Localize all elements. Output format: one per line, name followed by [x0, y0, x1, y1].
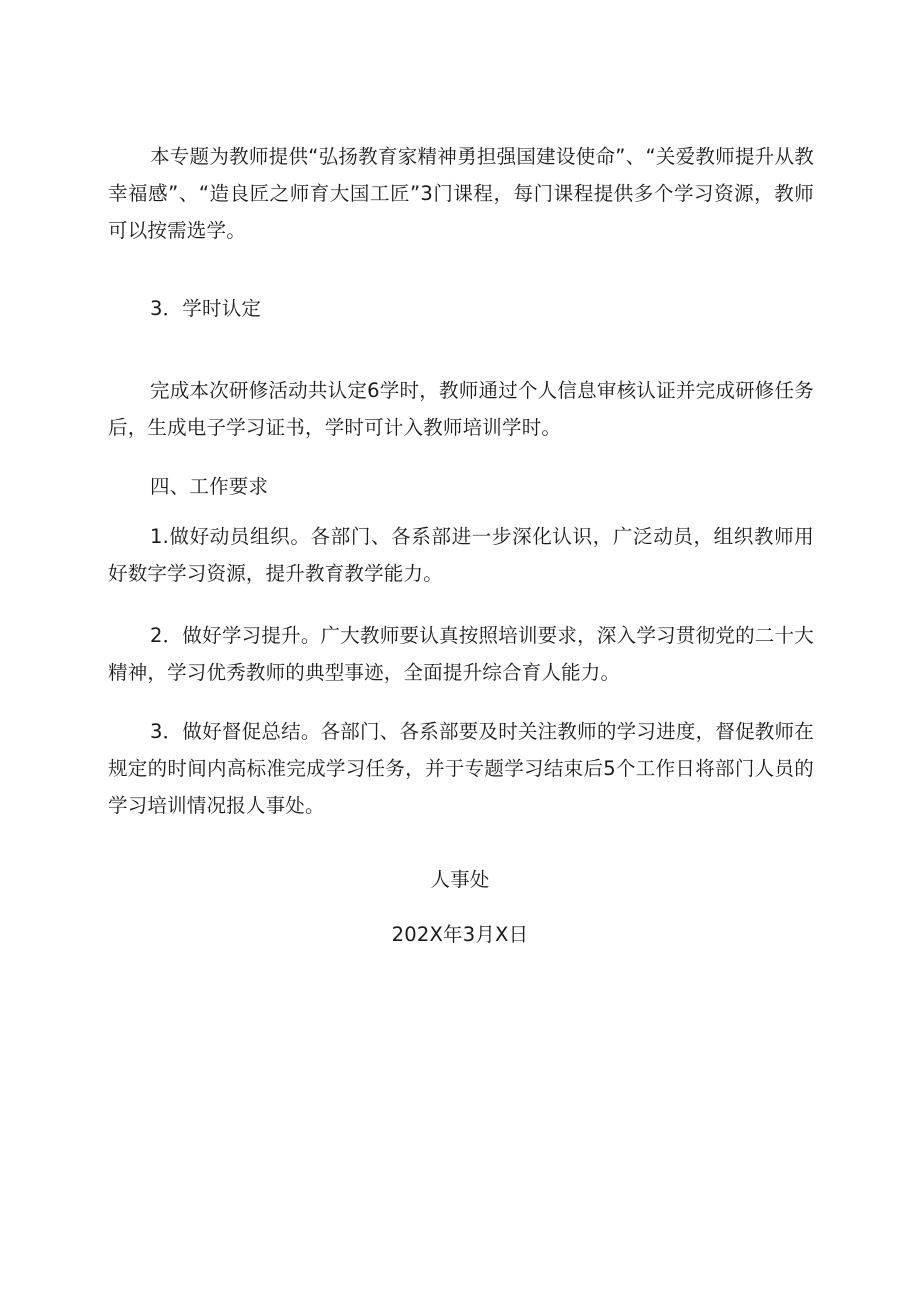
requirement-3: 3．做好督促总结。各部门、各系部要及时关注教师的学习进度，督促教师在规定的时间内高标准完成学习任务，并于专题学习结束后5个工作日将部门人员的学习培训情况报人事处。	[108, 720, 814, 817]
signature-department: 人事处	[430, 868, 490, 891]
requirement-2: 2．做好学习提升。广大教师要认真按照培训要求，深入学习贯彻党的二十大精神，学习优秀教师的典型事迹，全面提升综合育人能力。	[108, 624, 814, 684]
hours-paragraph: 完成本次研修活动共认定6学时，教师通过个人信息审核认证并完成研修任务后，生成电子学习证书，学时可计入教师培训学时。	[108, 379, 814, 439]
hours-heading: 3．学时认定	[150, 297, 262, 320]
courses-paragraph: 本专题为教师提供“弘扬教育家精神勇担强国建设使命”、“关爱教师提升从教幸福感”、“造良匠之师育大国工匠”3门课程，每门课程提供多个学习资源，教师可以按需选学。	[108, 145, 814, 242]
requirements-heading: 四、工作要求	[150, 475, 269, 498]
requirement-1: 1.做好动员组织。各部门、各系部进一步深化认识，广泛动员，组织教师用好数字学习资源，提升教育教学能力。	[108, 525, 814, 585]
signature-date: 202X年3月X日	[391, 923, 529, 946]
